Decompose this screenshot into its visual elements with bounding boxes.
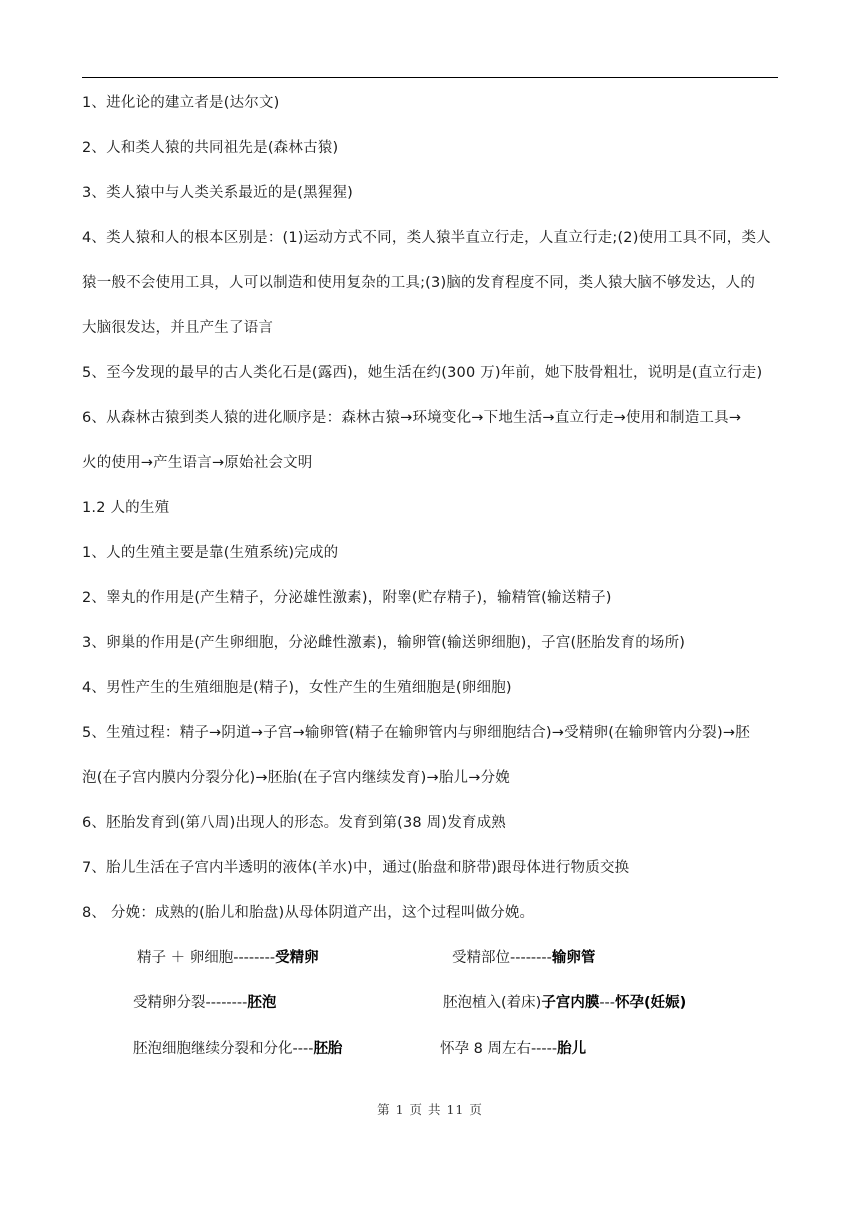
text-line: 3、类人猿中与人类关系最近的是(黑猩猩) — [82, 185, 354, 201]
text-line: 1、进化论的建立者是(达尔文) — [82, 95, 280, 111]
header-rule — [82, 77, 778, 78]
summary-cell — [452, 948, 595, 968]
text-line: 5、至今发现的最早的古人类化石是(露西)，她生活在约(300 万)年前，她下肢骨粗壮，说明是(直立行走) — [82, 365, 763, 381]
text-line: 6、胚胎发育到(第八周)出现人的形态。发育到第(38 周)发育成熟 — [82, 815, 507, 831]
cell-term: 胚泡 — [247, 995, 277, 1011]
page-footer: 第 1 页 共 11 页 — [377, 1102, 483, 1117]
summary-cell — [137, 948, 319, 968]
cell-text: 胚泡细胞继续分裂和分化---- — [133, 1041, 314, 1057]
section-heading: 1.2 人的生殖 — [82, 500, 170, 516]
text-line: 4、男性产生的生殖细胞是(精子)，女性产生的生殖细胞是(卵细胞) — [82, 680, 512, 696]
text-line: 7、胎儿生活在子宫内半透明的液体(羊水)中，通过(胎盘和脐带)跟母体进行物质交换 — [82, 860, 630, 876]
summary-cell — [443, 993, 686, 1013]
cell-term: 怀孕(妊娠) — [615, 995, 687, 1011]
summary-cell — [440, 1039, 586, 1059]
cell-text: 胚泡植入(着床) — [443, 995, 542, 1011]
text-line: 大脑很发达，并且产生了语言 — [82, 320, 274, 336]
cell-term: 输卵管 — [551, 950, 596, 966]
text-line: 猿一般不会使用工具，人可以制造和使用复杂的工具;(3)脑的发育程度不同，类人猿大脑不够发达，人的 — [82, 275, 756, 291]
text-line: 4、类人猿和人的根本区别是：(1)运动方式不同，类人猿半直立行走，人直立行走;(2)使用工具不同，类人 — [82, 230, 771, 246]
text-line: 8、 分娩：成熟的(胎儿和胎盘)从母体阴道产出，这个过程叫做分娩。 — [82, 905, 535, 921]
text-line: 泡(在子宫内膜内分裂分化)→胚胎(在子宫内继续发育)→胎儿→分娩 — [82, 770, 510, 786]
cell-term: 胚胎 — [313, 1041, 343, 1057]
cell-term: 胎儿 — [557, 1041, 587, 1057]
cell-text: 精子 ＋ 卵细胞-------- — [137, 950, 276, 966]
text-line: 1、人的生殖主要是靠(生殖系统)完成的 — [82, 545, 339, 561]
cell-text: --- — [599, 995, 616, 1011]
text-line: 2、人和类人猿的共同祖先是(森林古猿) — [82, 140, 339, 156]
text-line: 6、从森林古猿到类人猿的进化顺序是：森林古猿→环境变化→下地生活→直立行走→使用和制造工具→ — [82, 410, 742, 426]
cell-term: 受精卵 — [275, 950, 319, 966]
cell-term: 子宫内膜 — [541, 995, 600, 1011]
text-line: 2、睾丸的作用是(产生精子，分泌雄性激素)，附睾(贮存精子)，输精管(输送精子) — [82, 590, 612, 606]
summary-cell — [133, 993, 276, 1013]
text-line: 3、卵巢的作用是(产生卵细胞，分泌雌性激素)，输卵管(输送卵细胞)，子宫(胚胎发育的场所) — [82, 635, 686, 651]
summary-cell — [133, 1039, 342, 1059]
cell-text: 受精部位-------- — [452, 950, 552, 966]
text-line: 火的使用→产生语言→原始社会文明 — [82, 455, 313, 471]
cell-text: 受精卵分裂-------- — [133, 995, 248, 1011]
cell-text: 怀孕 8 周左右----- — [440, 1041, 558, 1057]
text-line: 5、生殖过程：精子→阴道→子宫→输卵管(精子在输卵管内与卵细胞结合)→受精卵(在输卵管内分裂)→胚 — [82, 725, 750, 741]
